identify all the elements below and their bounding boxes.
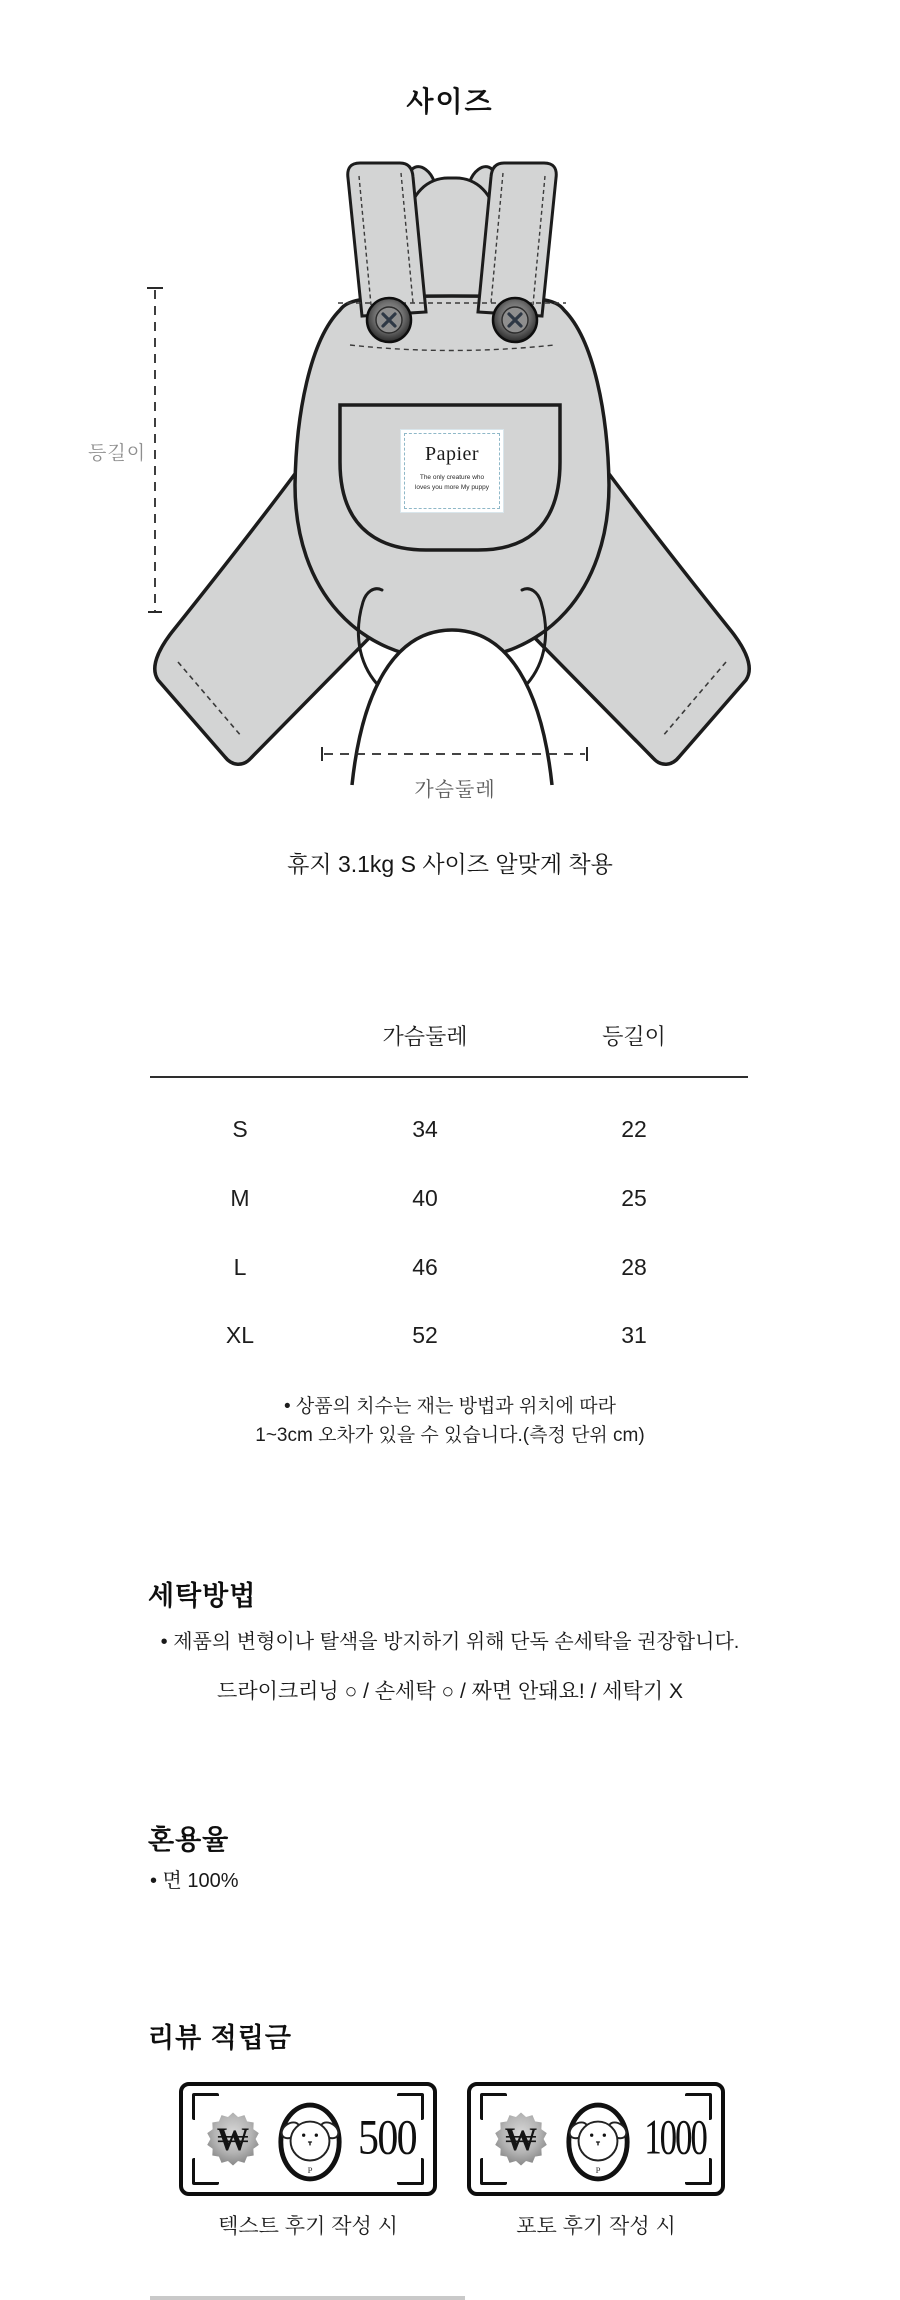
table-row: L 46 28 (233, 1254, 647, 1280)
photo-review-caption: 포토 후기 작성 시 (516, 2215, 676, 2238)
back-length-dimension-line (147, 288, 163, 612)
brand-slogan: The only creature who loves you more My puppy (414, 474, 490, 491)
size-note-line1: • 상품의 치수는 재는 방법과 위치에 따라 (284, 1396, 616, 1417)
text-review-caption: 텍스트 후기 작성 시 (218, 2215, 398, 2238)
puppy-chin-mark: P (307, 2165, 313, 2176)
brand-name: Papier (424, 443, 480, 465)
won-seal-icon (492, 2110, 550, 2168)
puppy-face-icon (563, 2098, 633, 2186)
table-row: XL 52 31 (225, 1322, 647, 1348)
washing-bullet: • 제품의 변형이나 탈색을 방지하기 위해 단독 손세탁을 권장합니다. (160, 1631, 740, 1653)
header-back: 등길이 (602, 1024, 666, 1049)
coupon-amount: 500 (358, 2108, 416, 2165)
coupon-amount: 1000 (644, 2108, 706, 2165)
chest-label: 가슴둘레 (414, 779, 496, 801)
fit-caption: 휴지 3.1kg S 사이즈 알맞게 착용 (287, 851, 613, 877)
blend-heading: 혼용율 (148, 1825, 230, 1855)
size-table (150, 1020, 748, 1350)
header-size (150, 1020, 330, 1051)
back-length-label: 등길이 (88, 443, 147, 464)
garment-brand-label-border (404, 433, 500, 509)
won-symbol: ₩ (504, 2122, 538, 2159)
review-reward-heading: 리뷰 적립금 (148, 2023, 292, 2053)
button-right (493, 298, 537, 342)
washing-heading: 세탁방법 (148, 1581, 257, 1611)
won-symbol: ₩ (216, 2122, 250, 2159)
next-section-edge (150, 2296, 465, 2300)
table-row: S 34 22 (232, 1116, 647, 1142)
page-title: 사이즈 (406, 86, 494, 117)
photo-review-coupon (467, 2082, 725, 2196)
table-header-rule (150, 1076, 748, 1078)
table-row: M 40 25 (230, 1185, 647, 1211)
button-left (367, 298, 411, 342)
garment-body (295, 296, 609, 785)
blend-bullet: • 면 100% (150, 1870, 239, 1892)
header-chest: 가슴둘레 (382, 1024, 468, 1049)
puppy-face-icon (275, 2098, 345, 2186)
puppy-chin-mark: P (595, 2165, 601, 2176)
text-review-coupon (179, 2082, 437, 2196)
won-seal-icon (204, 2110, 262, 2168)
size-table-header (150, 1020, 748, 1051)
washing-symbols: 드라이크리닝 ○ / 손세탁 ○ / 짜면 안돼요! / 세탁기 X (217, 1680, 683, 1703)
garment-brand-label (400, 429, 504, 513)
size-note-line2: 1~3cm 오차가 있을 수 있습니다.(측정 단위 cm) (255, 1425, 645, 1446)
